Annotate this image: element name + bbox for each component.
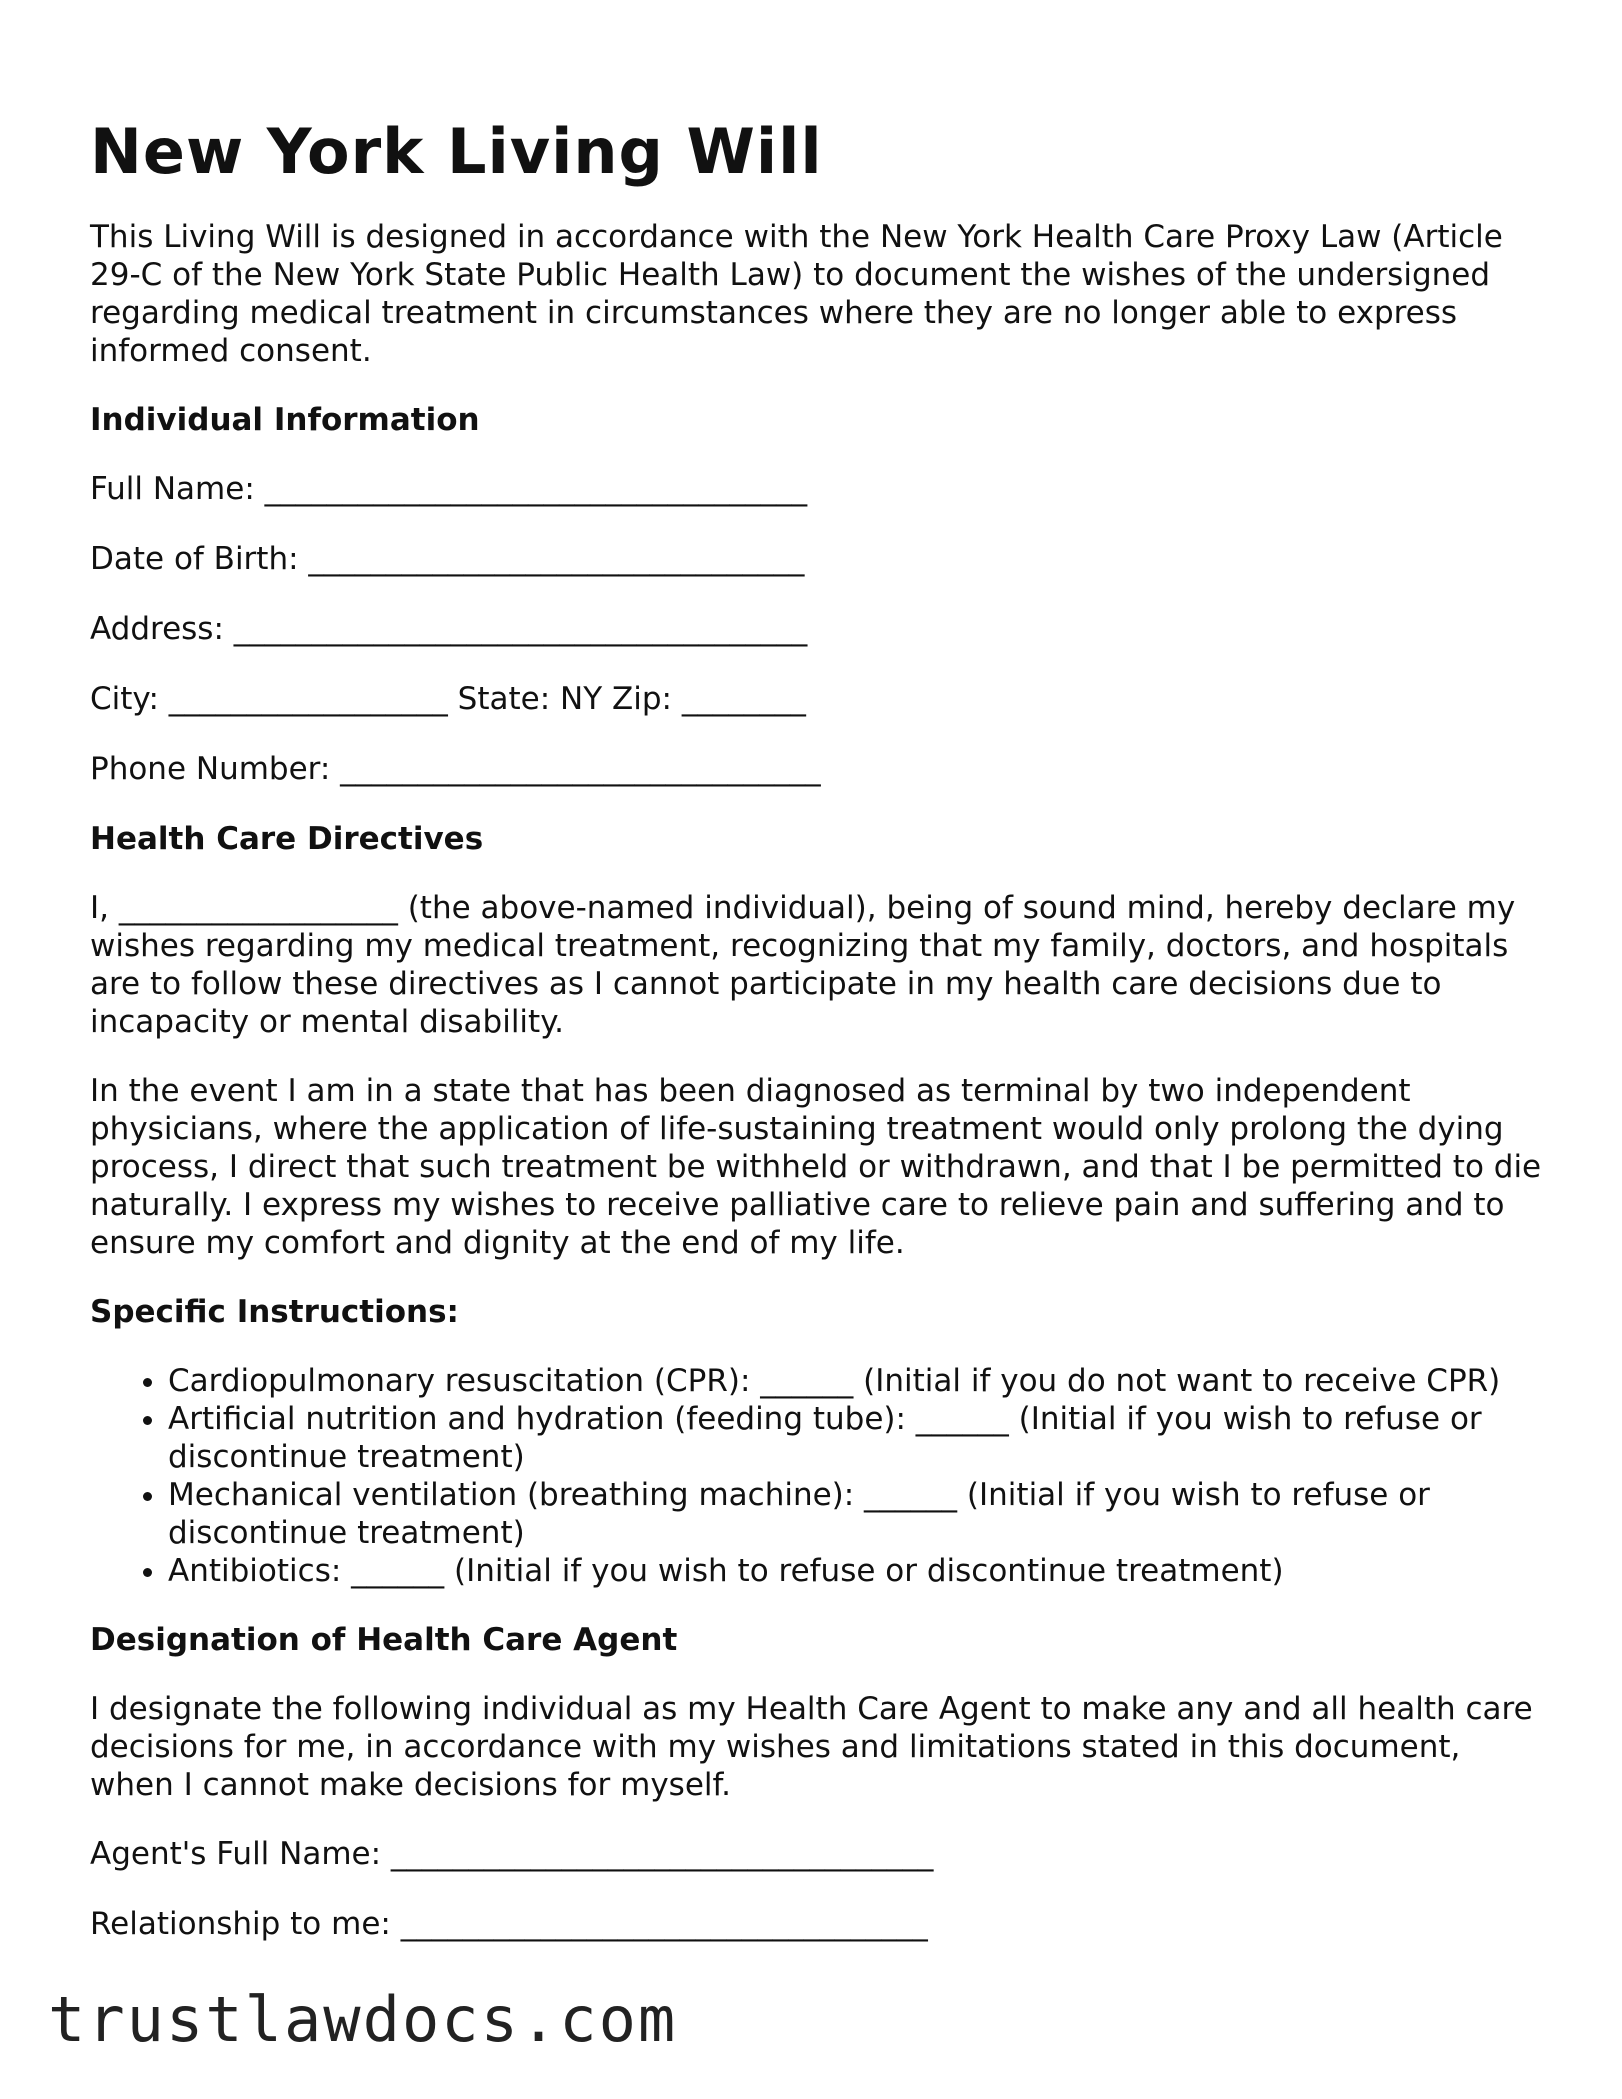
full-name-field[interactable]: Full Name: ___________________________________	[90, 471, 808, 507]
agent-relationship-field[interactable]: Relationship to me: __________________________________	[90, 1906, 928, 1942]
specific-instructions-heading: Specific Instructions:	[90, 1294, 459, 1330]
agent-heading: Designation of Health Care Agent	[90, 1622, 678, 1658]
individual-info-heading: Individual Information	[90, 402, 480, 438]
city-state-zip-field[interactable]: City: __________________ State: NY Zip: ________	[90, 681, 806, 717]
specific-instructions-list	[90, 1362, 1550, 1590]
instruction-ventilation[interactable]: • Mechanical ventilation (breathing machine): ______ (Initial if you wish to refuse or discontinue treatment)	[168, 1476, 1550, 1552]
directives-heading: Health Care Directives	[90, 821, 484, 857]
declaration-paragraph: I, __________________ (the above-named individual), being of sound mind, hereby declare my wishes regarding my medical treatment, recognizing that my family, doctors, and hospitals are to follow these directives as I cannot participate in my health care decisions due to incapacity or mental disability.	[90, 890, 1516, 1040]
intro-paragraph: This Living Will is designed in accordance with the New York Health Care Proxy Law (Article 29-C of the New York State Public Health Law) to document the wishes of the undersigned regarding medical treatment in circumstances where they are no longer able to express informed consent.	[90, 219, 1503, 369]
agent-name-field[interactable]: Agent's Full Name: ___________________________________	[90, 1836, 934, 1872]
agent-paragraph: I designate the following individual as my Health Care Agent to make any and all health care decisions for me, in accordance with my wishes and limitations stated in this document, when I cannot make decisions for myself.	[90, 1691, 1533, 1803]
watermark-text: trustlawdocs.com	[48, 1983, 678, 2056]
phone-number-field[interactable]: Phone Number: _______________________________	[90, 751, 821, 787]
instruction-antibiotics[interactable]: • Antibiotics: ______ (Initial if you wish to refuse or discontinue treatment)	[168, 1552, 1550, 1590]
terminal-condition-paragraph: In the event I am in a state that has been diagnosed as terminal by two independent physicians, where the application of life-sustaining treatment would only prolong the dying process, I direct that such treatment be withheld or withdrawn, and that I be permitted to die naturally. I express my wishes to receive palliative care to relieve pain and suffering and to ensure my comfort and dignity at the end of my life.	[90, 1073, 1542, 1261]
instruction-feeding-tube[interactable]: • Artificial nutrition and hydration (feeding tube): ______ (Initial if you wish to refuse or discontinue treatment)	[168, 1400, 1550, 1476]
instruction-cpr[interactable]: • Cardiopulmonary resuscitation (CPR): ______ (Initial if you do not want to receive CPR)	[168, 1362, 1550, 1400]
document-page	[90, 112, 1550, 1975]
document-title: New York Living Will	[90, 115, 823, 188]
date-of-birth-field[interactable]: Date of Birth: ________________________________	[90, 541, 805, 577]
address-field[interactable]: Address: _____________________________________	[90, 611, 808, 647]
